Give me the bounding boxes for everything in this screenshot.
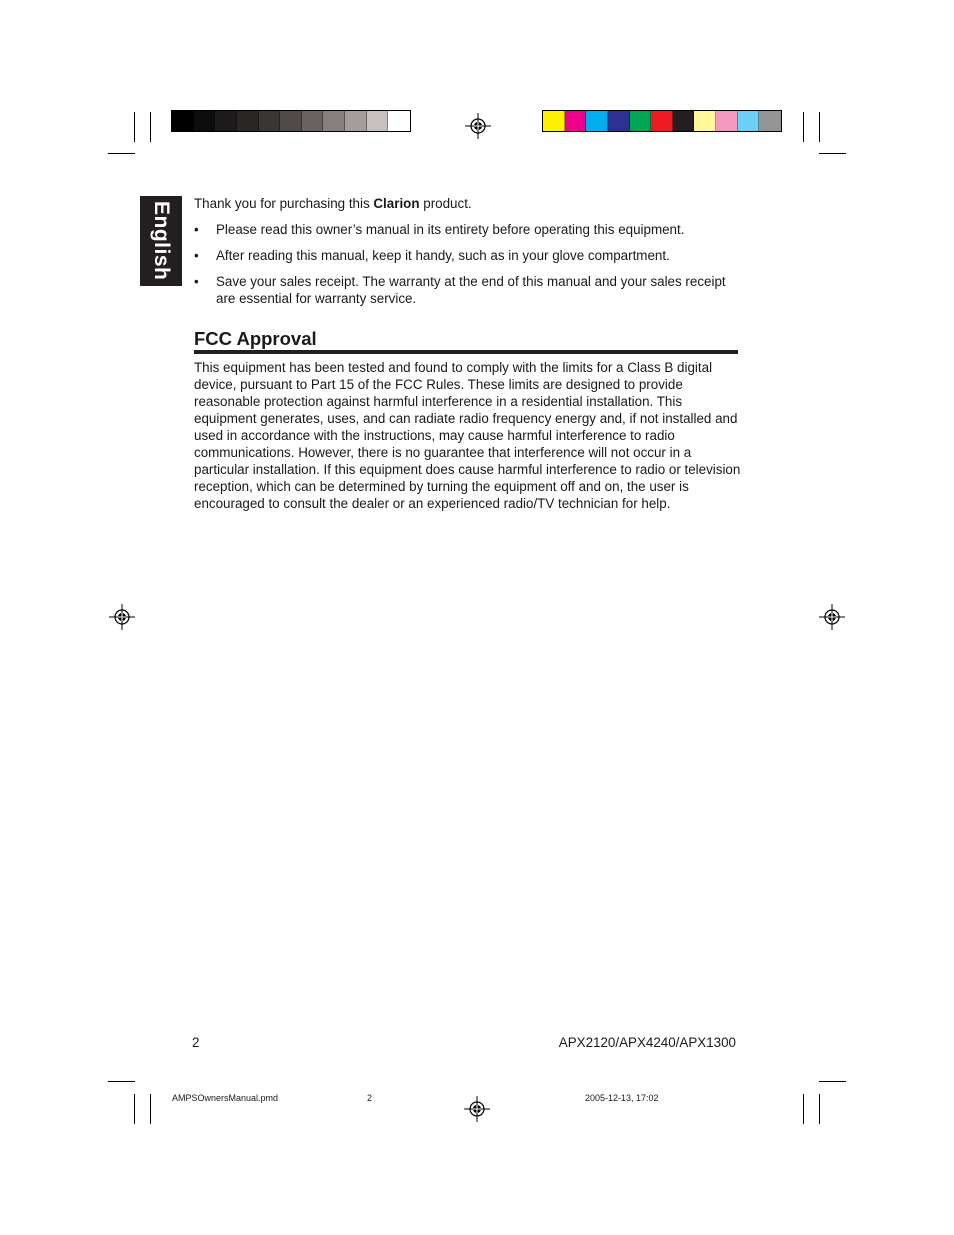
crop-mark: [150, 1094, 151, 1124]
slug-page: 2: [367, 1093, 373, 1103]
slug-timestamp: 2005-12-13, 17:02: [585, 1093, 659, 1103]
list-item: [194, 247, 739, 264]
bullet-icon: •: [194, 274, 199, 289]
color-swatch: [586, 111, 608, 131]
section-heading: FCC Approval: [194, 328, 738, 354]
crop-mark: [819, 1081, 846, 1082]
crop-mark: [803, 1094, 804, 1124]
registration-mark-icon: [107, 602, 137, 632]
language-tab: [140, 196, 182, 286]
language-tab-label: English: [150, 201, 173, 281]
color-swatch: [630, 111, 652, 131]
color-swatch: [215, 111, 237, 131]
instruction-list: [194, 221, 739, 316]
color-swatch: [608, 111, 630, 131]
list-item: [194, 273, 739, 307]
list-item: [194, 221, 739, 238]
crop-mark: [803, 112, 804, 142]
color-swatch: [673, 111, 695, 131]
slug-filename: AMPSOwnersManual.pmd: [172, 1093, 279, 1103]
color-swatch: [738, 111, 760, 131]
list-item-text: Save your sales receipt. The warranty at the end of this manual and your sales receipt are essential for warranty service.: [216, 274, 726, 306]
color-swatch: [759, 111, 781, 131]
color-swatch: [543, 111, 565, 131]
color-swatch: [302, 111, 324, 131]
color-swatch: [194, 111, 216, 131]
color-swatch: [651, 111, 673, 131]
crop-mark: [134, 112, 135, 142]
registration-mark-icon: [817, 602, 847, 632]
crop-mark: [819, 112, 820, 142]
color-swatch: [565, 111, 587, 131]
page-number: 2: [192, 1035, 200, 1050]
crop-mark: [819, 1094, 820, 1124]
brand-name: Clarion: [373, 196, 420, 211]
list-item-text: Please read this owner’s manual in its entirety before operating this equipment.: [216, 222, 685, 237]
model-numbers: APX2120/APX4240/APX1300: [558, 1035, 736, 1050]
color-swatch: [345, 111, 367, 131]
crop-mark: [134, 1094, 135, 1124]
color-swatch: [716, 111, 738, 131]
crop-mark: [150, 112, 151, 142]
color-swatch: [280, 111, 302, 131]
color-swatch: [259, 111, 281, 131]
color-swatch: [367, 111, 389, 131]
registration-mark-icon: [463, 111, 493, 141]
color-swatch: [388, 111, 410, 131]
process-color-bar: [542, 110, 782, 132]
intro-paragraph: [194, 195, 754, 212]
grayscale-color-bar: [171, 110, 411, 132]
registration-mark-icon: [462, 1094, 492, 1124]
crop-mark: [819, 153, 846, 154]
color-swatch: [237, 111, 259, 131]
list-item-text: After reading this manual, keep it handy, such as in your glove compartment.: [216, 248, 670, 263]
color-swatch: [172, 111, 194, 131]
intro-prefix: Thank you for purchasing this: [194, 196, 374, 211]
color-swatch: [323, 111, 345, 131]
crop-mark: [108, 153, 135, 154]
crop-mark: [108, 1081, 135, 1082]
bullet-icon: •: [194, 248, 199, 263]
color-swatch: [694, 111, 716, 131]
intro-suffix: product.: [419, 196, 472, 211]
bullet-icon: •: [194, 222, 199, 237]
fcc-paragraph: This equipment has been tested and found to comply with the limits for a Class B digital device, pursuant to Part 15 of the FCC Rules. These limits are designed to provide reasonable protection against harmful interference in a residential installation. This equipment generates, uses, and can radiate radio frequency energy and, if not installed and used in accordance with the instructions, may cause harmful interference to radio communications. However, there is no guarantee that interference will not occur in a particular installation. If this equipment does cause harmful interference to radio or television reception, which can be determined by turning the equipment off and on, the user is encouraged to consult the dealer or an experienced radio/TV technician for help.: [194, 360, 741, 511]
